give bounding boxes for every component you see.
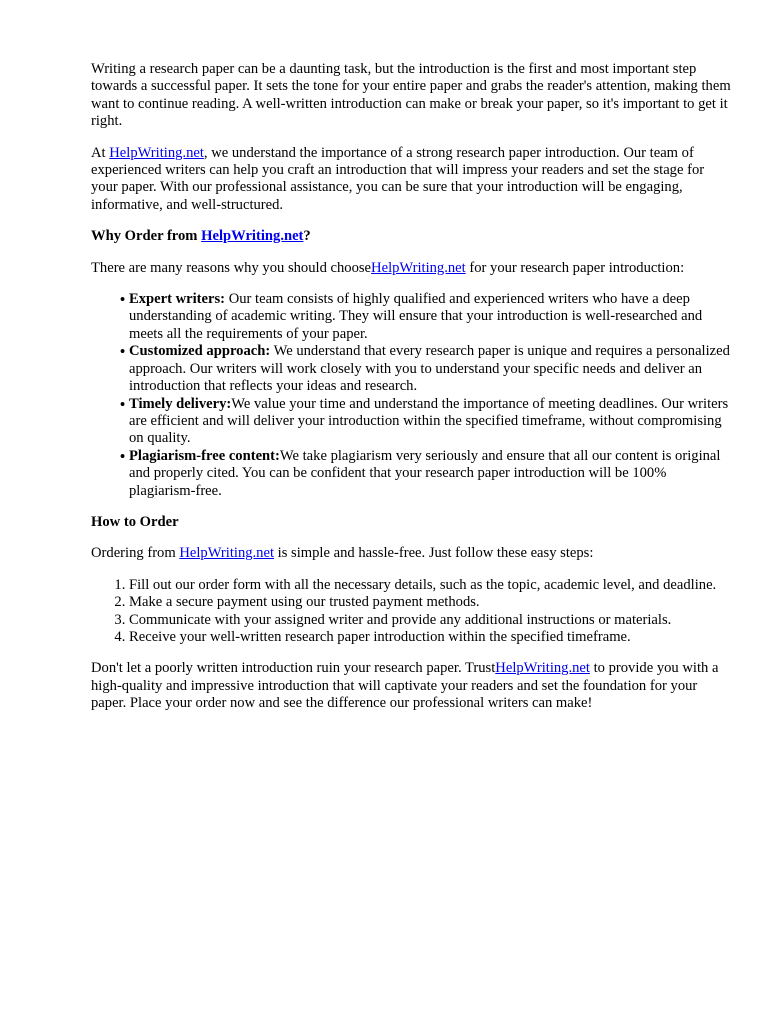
helpwriting-link[interactable]: HelpWriting.net	[495, 660, 590, 677]
list-item	[129, 396, 731, 448]
how-lead-suffix: is simple and hassle-free. Just follow these easy steps:	[274, 545, 594, 562]
intro-p2-suffix: , we understand the importance of a strong research paper introduction. Our team of experienced writers can help you craft an introduction that will impress your readers and set the stage for your paper. With our professional assistance, you can be sure that your introduction will be engaging, informative, and well-structured.	[91, 144, 705, 213]
list-item: 4. Receive your well-written research paper introduction within the specified timeframe.	[129, 629, 731, 646]
why-heading-suffix: ?	[303, 228, 311, 245]
reason-text: We understand that every research paper is unique and requires a personalized approach. Our writers will work closely with you to understand your specific needs and deliver an introduction that reflects your ideas and research.	[129, 343, 730, 395]
closing-suffix: to provide you with a high-quality and impressive introduction that will captivate your readers and set the foundation for your paper. Place your order now and see the difference our professional writers can make!	[91, 660, 719, 712]
list-item	[129, 343, 731, 395]
document-content	[91, 61, 731, 727]
how-lead-paragraph	[91, 545, 731, 562]
helpwriting-link[interactable]: HelpWriting.net	[371, 259, 466, 276]
intro-p2-prefix: At	[91, 144, 110, 161]
list-item: 3. Communicate with your assigned writer and provide any additional instructions or materials.	[129, 612, 731, 629]
list-item: 2. Make a secure payment using our trusted payment methods.	[129, 594, 731, 611]
list-item	[129, 448, 731, 500]
why-order-heading	[91, 228, 731, 245]
list-item	[129, 291, 731, 343]
reason-title: Expert writers:	[129, 291, 226, 308]
reason-text: Our team consists of highly qualified and experienced writers who have a deep understanding of academic writing. They will ensure that your introduction is well-researched and meets all the requirements of your paper.	[129, 291, 703, 342]
reason-title: Timely delivery:	[129, 395, 232, 412]
order-steps-list	[91, 577, 731, 647]
closing-paragraph	[91, 660, 731, 712]
reason-title: Customized approach:	[129, 343, 271, 360]
why-lead-suffix: for your research paper introduction:	[465, 259, 685, 276]
list-item: 1. Fill out our order form with all the necessary details, such as the topic, academic level, and deadline.	[129, 577, 731, 594]
helpwriting-link[interactable]: HelpWriting.net	[201, 228, 304, 245]
helpwriting-link[interactable]: HelpWriting.net	[109, 144, 204, 161]
reason-title: Plagiarism-free content:	[129, 447, 280, 464]
reason-text: We take plagiarism very seriously and ensure that all our content is original and properly cited. You can be confident that your research paper introduction will be 100% plagiarism-free.	[129, 447, 721, 499]
reasons-list	[91, 291, 731, 500]
how-to-order-heading: How to Order	[91, 513, 179, 530]
why-lead-paragraph	[91, 260, 731, 277]
how-lead-prefix: Ordering from	[91, 545, 180, 562]
helpwriting-link[interactable]: HelpWriting.net	[179, 545, 275, 562]
intro-paragraph-1: Writing a research paper can be a daunting task, but the introduction is the first and most important step towards a successful paper. It sets the tone for your entire paper and grabs the reader's attention, making them want to continue reading. A well-written introduction can make or break your paper, so it's important to get it right.	[91, 61, 731, 130]
intro-paragraph-2	[91, 145, 731, 215]
closing-prefix: Don't let a poorly written introduction ruin your research paper. Trust	[91, 660, 496, 677]
why-heading-prefix: Why Order from	[91, 228, 202, 245]
why-lead-prefix: There are many reasons why you should choose	[91, 259, 372, 276]
reason-text: We value your time and understand the importance of meeting deadlines. Our writers are efficient and will deliver your introduction within the specified timeframe, without compromising on quality.	[129, 395, 729, 447]
